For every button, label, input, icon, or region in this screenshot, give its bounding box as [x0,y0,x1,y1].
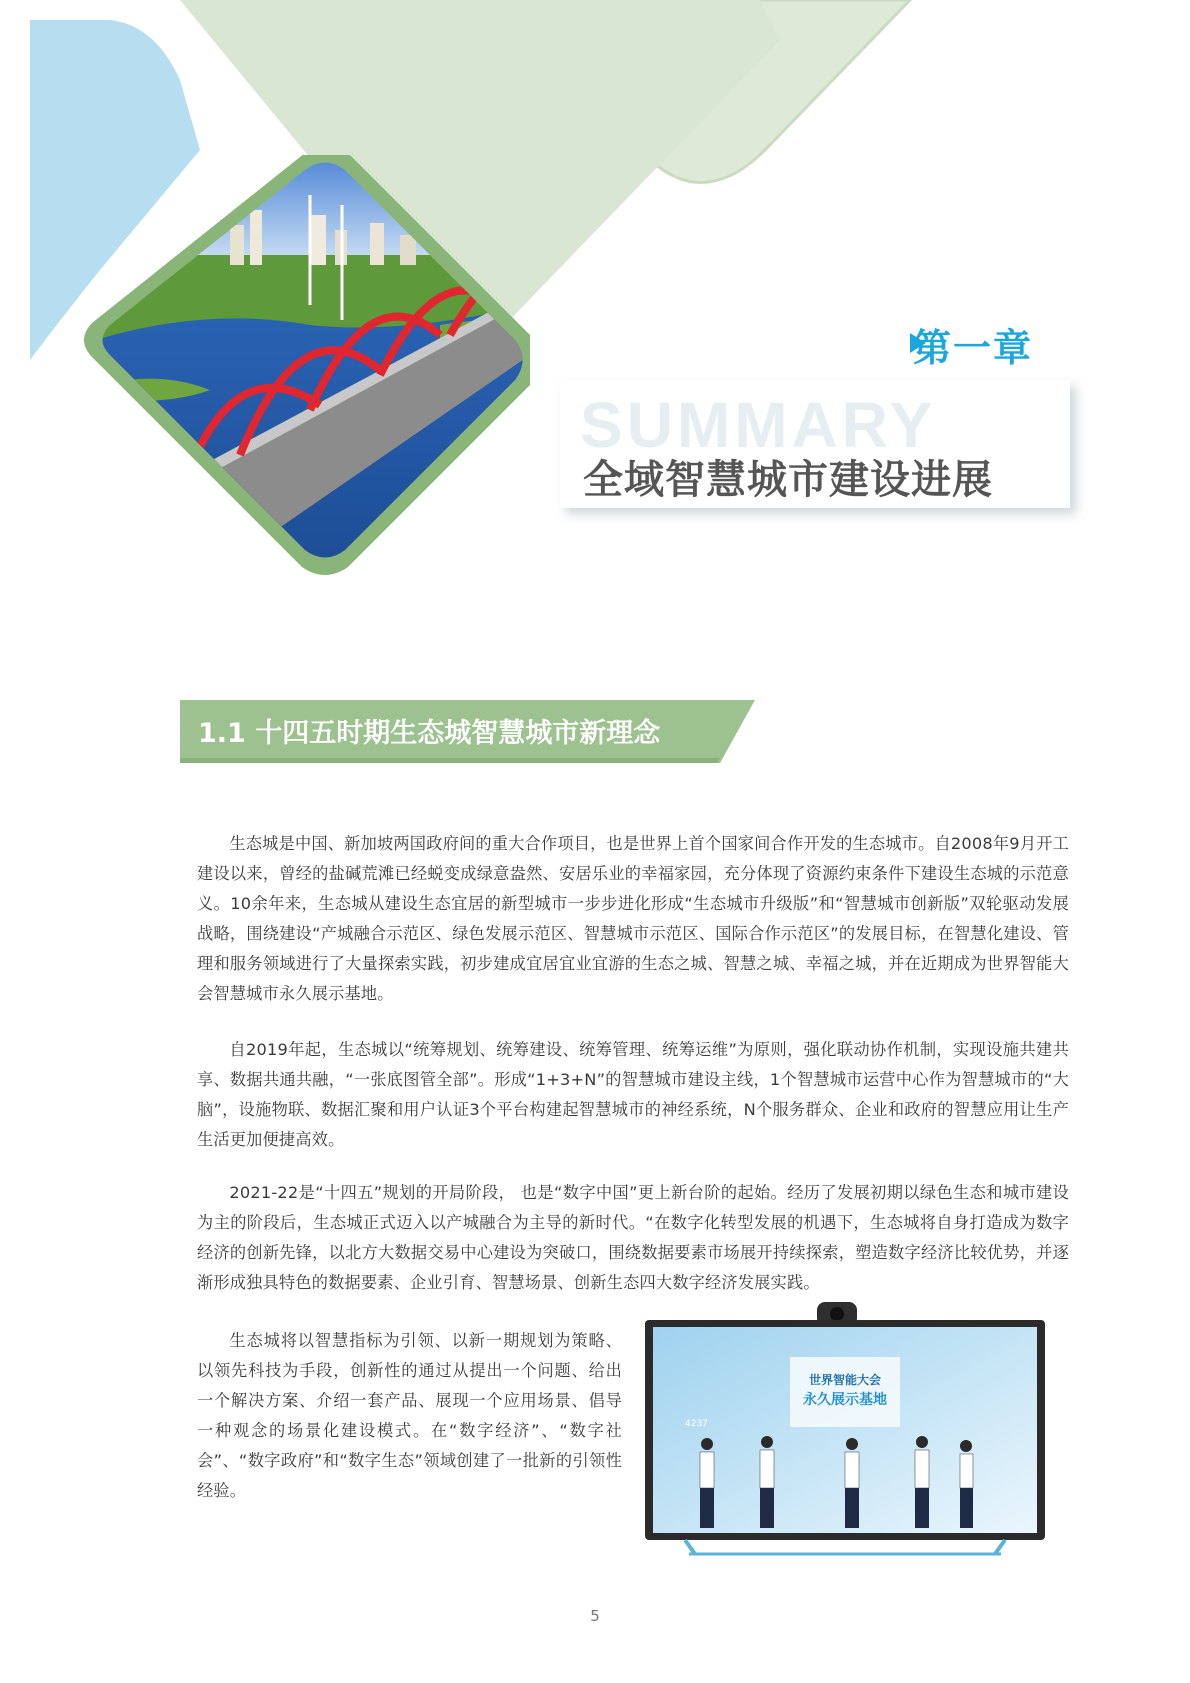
body-paragraph-2: 自2019年起，生态城以“统筹规划、统筹建设、统筹管理、统筹运维”为原则，强化联动协作机制，实现设施共建共享、数据共通共融，“一张底图管全部”。形成“1+3+N”的智慧城市建设主线，1个智慧城市运营中心作为智慧城市的“大脑”，设施物联、数据汇聚和用户认证3个平台构建起智慧城市的神经系统，N个服务群众、企业和政府的智慧应用让生产生活更加便捷高效。 [197,1040,1069,1149]
screen-title: 世界智能大会 [808,1373,882,1387]
screen-subtitle: 永久展示基地 [803,1392,887,1408]
ceremony-tv-photo [645,1302,1045,1557]
body-paragraph-1: 生态城是中国、新加坡两国政府间的重大合作项目，也是世界上首个国家间合作开发的生态城市。自2008年9月开工建设以来，曾经的盐碱荒滩已经蜕变成绿意盎然、安居乐业的幸福家园，充分体现了资源约束条件下建设生态城的示范意义。10余年来，生态城从建设生态宜居的新型城市一步步进化形成“生态城市升级版”和“智慧城市创新版”双轮驱动发展战略，围绕建设“产城融合示范区、绿色发展示范区、智慧城市示范区、国际合作示范区”的发展目标，在智慧化建设、管理和服务领域进行了大量探索实践，初步建成宜居宜业宜游的生态之城、智慧之城、幸福之城，并在近期成为世界智能大会智慧城市永久展示基地。 [197,834,1069,1003]
body-paragraph-3: 2021-22是“十四五”规划的开局阶段， 也是“数字中国”更上新台阶的起始。经历了发展初期以绿色生态和城市建设为主的阶段后，生态城正式迈入以产城融合为主导的新时代。“在数字化转型发展的机遇下，生态城将自身打造成为数字经济的创新先锋，以北方大数据交易中心建设为突破口，围绕数据要素市场展开持续探索，塑造数字经济比较优势，并逐渐形成独具特色的数据要素、企业引育、智慧场景、创新生态四大数字经济发展实践。 [197,1183,1069,1292]
chapter-title: 全域智慧城市建设进展 [583,457,993,503]
summary-watermark: SUMMARY [580,389,937,461]
page-number: 5 [590,1607,600,1625]
bridge-photo [80,155,530,605]
screen-number: 4237 [685,1419,708,1429]
section-title: 1.1 十四五时期生态城智慧城市新理念 [198,718,661,749]
chapter-label: 第一章 [913,326,1034,370]
body-paragraph-4: 生态城将以智慧指标为引领、以新一期规划为策略、以领先科技为手段，创新性的通过从提出一个问题、给出一个解决方案、介绍一套产品、展现一个应用场景、倡导一种观念的场景化建设模式。在“数字经济”、“数字社会”、“数字政府”和“数字生态”领域创建了一批新的引领性经验。 [197,1331,622,1500]
